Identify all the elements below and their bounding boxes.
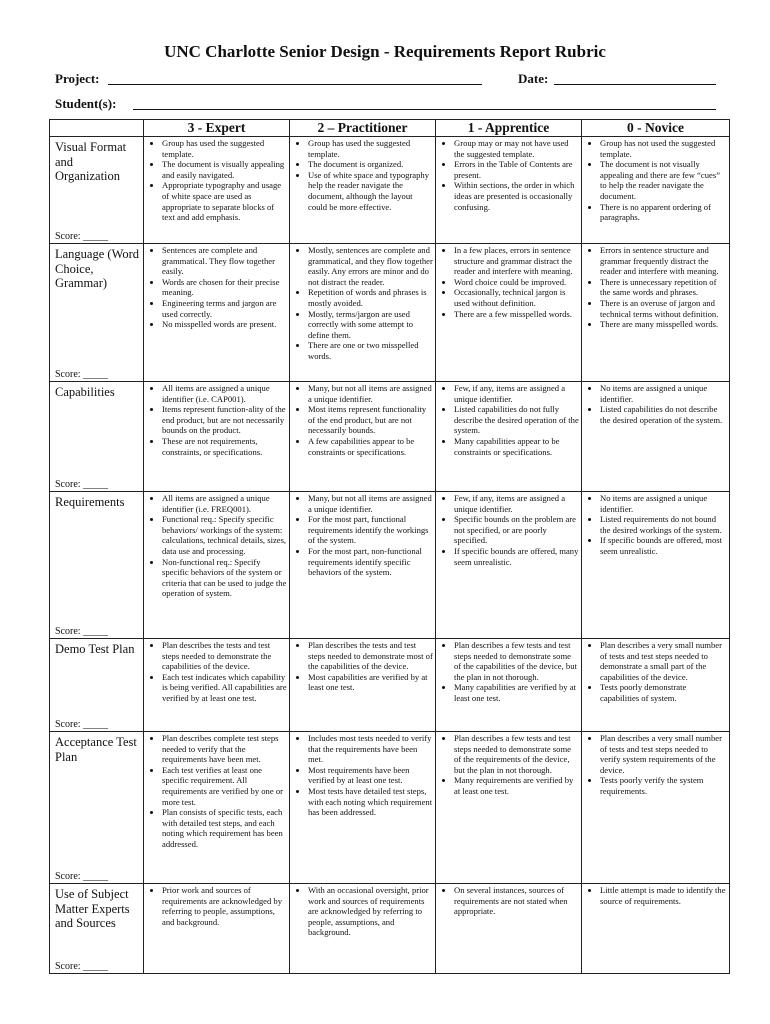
rubric-cell xyxy=(144,492,290,639)
rubric-cell xyxy=(436,732,582,884)
rubric-row xyxy=(50,639,730,732)
criteria-list xyxy=(144,245,287,330)
criteria-list xyxy=(582,245,727,330)
list-item: • A few capabilities appear to be constraints or specifications. xyxy=(308,436,433,457)
list-item: • Most capabilities are verified by at least one test. xyxy=(308,672,433,693)
list-item: • Many, but not all items are assigned a unique identifier. xyxy=(308,383,433,404)
score-field[interactable]: Score: _____ xyxy=(55,961,109,972)
list-item: • Few, if any, items are assigned a unique identifier. xyxy=(454,493,579,514)
criteria-list xyxy=(436,493,579,567)
rubric-cell xyxy=(436,137,582,244)
list-item: • Most tests have detailed test steps, with each noting which requirement has been addressed. xyxy=(308,786,433,818)
students-label: Student(s): xyxy=(55,96,117,111)
criteria-name: Language (Word Choice, Grammar) xyxy=(55,247,140,290)
list-item: • All items are assigned a unique identifier (i.e. FREQ001). xyxy=(162,493,287,514)
list-item: • Most items represent functionality of the end product, but are not necessarily bounds. xyxy=(308,404,433,436)
criteria-list xyxy=(290,383,433,457)
list-item: • Each test indicates which capability is being verified. All capabilities are verified by at least one test. xyxy=(162,672,287,704)
rubric-body xyxy=(50,137,730,974)
list-item: • Specific bounds on the problem are not specified, or are poorly specified. xyxy=(454,514,579,546)
list-item: • Word choice could be improved. xyxy=(454,277,579,288)
score-field[interactable]: Score: _____ xyxy=(55,479,109,490)
list-item: • Many capabilities are verified by at least one test. xyxy=(454,682,579,703)
criteria-list xyxy=(290,885,433,938)
list-item: • Items represent function-ality of the end product, but are not necessarily bounds on the product. xyxy=(162,404,287,436)
list-item: • Few, if any, items are assigned a unique identifier. xyxy=(454,383,579,404)
rubric-cell xyxy=(436,639,582,732)
list-item: • Many requirements are verified by at least one test. xyxy=(454,775,579,796)
list-item: • No items are assigned a unique identifier. xyxy=(600,493,727,514)
rubric-row xyxy=(50,382,730,492)
rubric-cell xyxy=(290,884,436,974)
criteria-list xyxy=(144,885,287,927)
list-item: • Mostly, sentences are complete and grammatical, and they flow together easily. Any errors are minor and do not distract the reader. xyxy=(308,245,433,287)
list-item: • There is unnecessary repetition of the same words and phrases. xyxy=(600,277,727,298)
list-item: • Plan describes a very small number of tests and test steps needed to demonstrate a small part of the capabilities of the device. xyxy=(600,640,727,682)
list-item: • Plan describes the tests and test steps needed to demonstrate the capabilities of the device. xyxy=(162,640,287,672)
list-item: • Plan describes complete test steps needed to verify that the requirements have been met. xyxy=(162,733,287,765)
list-item: • Tests poorly verify the system requirements. xyxy=(600,775,727,796)
criteria-name: Requirements xyxy=(55,495,125,509)
criteria-list xyxy=(436,138,579,212)
list-item: • For the most part, functional requirements identify the workings of the system. xyxy=(308,514,433,546)
criteria-list xyxy=(144,733,287,850)
date-label: Date: xyxy=(518,71,549,86)
list-item: • Engineering terms and jargon are used correctly. xyxy=(162,298,287,319)
list-item: • Plan describes a very small number of tests and test steps needed to verify system requirements of the device. xyxy=(600,733,727,775)
rubric-row xyxy=(50,244,730,382)
rubric-cell xyxy=(436,884,582,974)
list-item: • Plan describes a few tests and test steps needed to demonstrate some of the capabilities of the device, but the plan in not thorough. xyxy=(454,640,579,682)
list-item: • Many capabilities appear to be constraints or specifications. xyxy=(454,436,579,457)
rubric-row xyxy=(50,137,730,244)
criteria-cell xyxy=(50,137,144,244)
criteria-list xyxy=(290,640,433,693)
rubric-cell xyxy=(436,492,582,639)
list-item: • Within sections, the order in which ideas are presented is occasionally confusing. xyxy=(454,180,579,212)
criteria-list xyxy=(290,733,433,818)
criteria-list xyxy=(582,493,727,557)
list-item: • Appropriate typography and usage of white space are used as appropriate to separate blocks of text and add emphasis. xyxy=(162,180,287,222)
list-item: • These are not requirements, constraints, or specifications. xyxy=(162,436,287,457)
rubric-cell xyxy=(290,382,436,492)
list-item: • Use of white space and typography help the reader navigate the document, although the layout could be more effective. xyxy=(308,170,433,212)
rubric-table xyxy=(49,119,730,974)
list-item: • In a few places, errors in sentence structure and grammar distract the reader and interfere with meaning. xyxy=(454,245,579,277)
rubric-row xyxy=(50,884,730,974)
rubric-cell xyxy=(582,732,730,884)
list-item: • Each test verifies at least one specific requirement. All requirements are verified by one or more test. xyxy=(162,765,287,807)
list-item: • Group may or may not have used the suggested template. xyxy=(454,138,579,159)
criteria-list xyxy=(582,733,727,797)
list-item: • Non-functional req.: Specify specific behaviors of the system or criteria that can be used to judge the operation of system. xyxy=(162,557,287,599)
list-item: • If specific bounds are offered, most seem unrealistic. xyxy=(600,535,727,556)
rubric-cell xyxy=(582,382,730,492)
list-item: • Little attempt is made to identify the source of requirements. xyxy=(600,885,727,906)
criteria-cell xyxy=(50,382,144,492)
list-item: • No items are assigned a unique identifier. xyxy=(600,383,727,404)
list-item: • The document is organized. xyxy=(308,159,433,170)
criteria-name: Acceptance Test Plan xyxy=(55,735,137,764)
header-apprentice: 1 - Apprentice xyxy=(436,120,582,137)
list-item: • The document is not visually appealing and there are few “cues” to help the reader navigate the document. xyxy=(600,159,727,201)
rubric-cell xyxy=(436,382,582,492)
criteria-list xyxy=(582,138,727,223)
list-item: • Group has used the suggested template. xyxy=(308,138,433,159)
criteria-list xyxy=(144,383,287,457)
list-item: • No misspelled words are present. xyxy=(162,319,287,330)
criteria-name: Capabilities xyxy=(55,385,115,399)
list-item: • If specific bounds are offered, many seem unrealistic. xyxy=(454,546,579,567)
criteria-list xyxy=(144,138,287,223)
rubric-cell xyxy=(582,884,730,974)
list-item: • Listed capabilities do not describe the desired operation of the system. xyxy=(600,404,727,425)
rubric-cell xyxy=(290,492,436,639)
list-item: • For the most part, non-functional requirements identify specific behaviors of the system. xyxy=(308,546,433,578)
list-item: • There is an overuse of jargon and technical terms without definition. xyxy=(600,298,727,319)
criteria-list xyxy=(436,383,579,457)
rubric-cell xyxy=(290,732,436,884)
criteria-name: Demo Test Plan xyxy=(55,642,135,656)
list-item: • Sentences are complete and grammatical. They flow together easily. xyxy=(162,245,287,277)
list-item: • With an occasional oversight, prior work and sources of requirements are acknowledged by referring to people, assumptions, and background. xyxy=(308,885,433,938)
list-item: • Words are chosen for their precise meaning. xyxy=(162,277,287,298)
list-item: • Most requirements have been verified by at least one test. xyxy=(308,765,433,786)
criteria-list xyxy=(582,885,727,906)
list-item: • All items are assigned a unique identifier (i.e. CAP001). xyxy=(162,383,287,404)
list-item: • There are a few misspelled words. xyxy=(454,309,579,320)
rubric-cell xyxy=(144,639,290,732)
list-item: • There are many misspelled words. xyxy=(600,319,727,330)
header-novice: 0 - Novice xyxy=(582,120,730,137)
project-field[interactable] xyxy=(108,70,482,85)
criteria-cell xyxy=(50,732,144,884)
header-criteria xyxy=(50,120,144,137)
score-field[interactable]: Score: _____ xyxy=(55,626,109,637)
rubric-cell xyxy=(582,492,730,639)
list-item: • Group has not used the suggested template. xyxy=(600,138,727,159)
rubric-cell xyxy=(290,639,436,732)
list-item: • Prior work and sources of requirements are acknowledged by referring to people, assumptions, and background. xyxy=(162,885,287,927)
criteria-list xyxy=(582,383,727,425)
list-item: • Listed capabilities do not fully describe the desired operation of the system. xyxy=(454,404,579,436)
rubric-cell xyxy=(582,639,730,732)
rubric-row xyxy=(50,732,730,884)
criteria-list xyxy=(290,245,433,362)
list-item: • Repetition of words and phrases is mostly avoided. xyxy=(308,287,433,308)
criteria-name: Visual Format and Organization xyxy=(55,140,127,183)
header-expert: 3 - Expert xyxy=(144,120,290,137)
list-item: • Many, but not all items are assigned a unique identifier. xyxy=(308,493,433,514)
criteria-list xyxy=(582,640,727,704)
rubric-cell xyxy=(582,137,730,244)
header-row xyxy=(50,120,730,137)
rubric-cell xyxy=(436,244,582,382)
list-item: • Plan consists of specific tests, each with detailed test steps, and each noting which requirement has been addressed. xyxy=(162,807,287,849)
criteria-list xyxy=(436,885,579,917)
rubric-cell xyxy=(144,382,290,492)
list-item: • Errors in sentence structure and grammar frequently distract the reader and interfere with meaning. xyxy=(600,245,727,277)
list-item: • Includes most tests needed to verify that the requirements have been met. xyxy=(308,733,433,765)
criteria-list xyxy=(290,493,433,578)
criteria-list xyxy=(144,640,287,704)
rubric-cell xyxy=(144,884,290,974)
list-item: • Mostly, terms/jargon are used correctly with some attempt to define them. xyxy=(308,309,433,341)
list-item: • Functional req.: Specify specific behaviors/ workings of the system: calculations, technical details, sizes, data use and processing. xyxy=(162,514,287,556)
criteria-list xyxy=(436,733,579,797)
students-field[interactable] xyxy=(133,95,716,110)
score-field[interactable]: Score: _____ xyxy=(55,231,109,242)
header-practitioner: 2 – Practitioner xyxy=(290,120,436,137)
list-item: • There are one or two misspelled words. xyxy=(308,340,433,361)
list-item: • Tests poorly demonstrate capabilities of system. xyxy=(600,682,727,703)
score-field[interactable]: Score: _____ xyxy=(55,871,109,882)
rubric-cell xyxy=(582,244,730,382)
rubric-cell xyxy=(144,137,290,244)
list-item: • The document is visually appealing and easily navigated. xyxy=(162,159,287,180)
list-item: • Plan describes a few tests and test steps needed to demonstrate some of the requirements of the device, but the plan in not thorough. xyxy=(454,733,579,775)
criteria-cell xyxy=(50,244,144,382)
criteria-cell xyxy=(50,639,144,732)
criteria-cell xyxy=(50,884,144,974)
criteria-cell xyxy=(50,492,144,639)
criteria-list xyxy=(436,640,579,704)
list-item: • Listed requirements do not bound the desired workings of the system. xyxy=(600,514,727,535)
list-item: • Occasionally, technical jargon is used without definition. xyxy=(454,287,579,308)
project-label: Project: xyxy=(55,71,100,86)
score-field[interactable]: Score: _____ xyxy=(55,369,109,380)
rubric-cell xyxy=(290,244,436,382)
criteria-name: Use of Subject Matter Experts and Sources xyxy=(55,887,130,930)
page-title: UNC Charlotte Senior Design - Requirements Report Rubric xyxy=(164,42,606,61)
criteria-list xyxy=(144,493,287,599)
criteria-list xyxy=(290,138,433,212)
list-item: • On several instances, sources of requirements are not stated when appropriate. xyxy=(454,885,579,917)
rubric-row xyxy=(50,492,730,639)
date-field[interactable] xyxy=(554,70,716,85)
list-item: • Errors in the Table of Contents are present. xyxy=(454,159,579,180)
criteria-list xyxy=(436,245,579,319)
score-field[interactable]: Score: _____ xyxy=(55,719,109,730)
list-item: • Group has used the suggested template. xyxy=(162,138,287,159)
rubric-cell xyxy=(290,137,436,244)
rubric-cell xyxy=(144,244,290,382)
rubric-cell xyxy=(144,732,290,884)
list-item: • Plan describes the tests and test steps needed to demonstrate most of the capabilities of the device. xyxy=(308,640,433,672)
list-item: • There is no apparent ordering of paragraphs. xyxy=(600,202,727,223)
